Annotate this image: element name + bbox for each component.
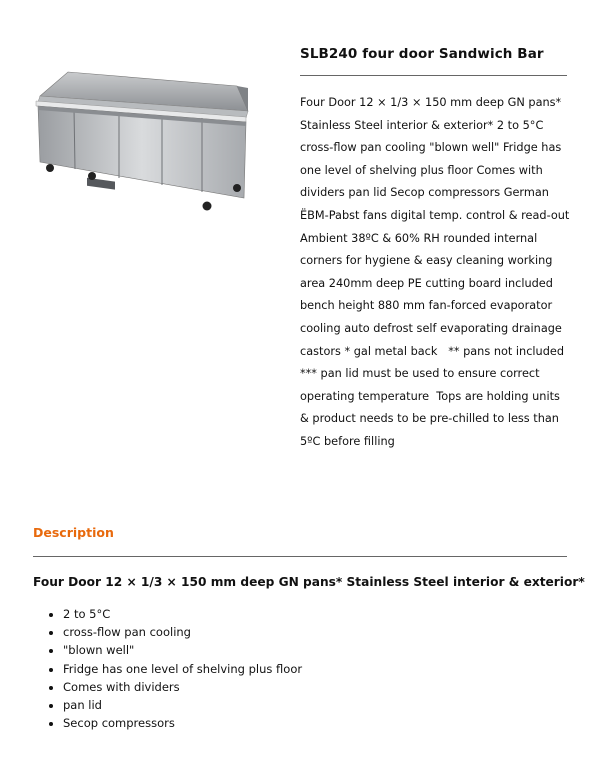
feature-list (33, 605, 302, 732)
list-item: • pan lid (63, 696, 302, 714)
product-image (32, 66, 252, 216)
product-title: SLB240 four door Sandwich Bar (300, 46, 544, 62)
list-item: • Comes with dividers (63, 678, 302, 696)
list-item: • "blown well" (63, 641, 302, 659)
description-divider (33, 556, 567, 557)
list-item: • Secop compressors (63, 714, 302, 732)
description-subheading: Four Door 12 × 1/3 × 150 mm deep GN pans* Stainless Steel interior & exterior* (33, 575, 585, 589)
list-item: • 2 to 5°C (63, 605, 302, 623)
product-summary: Four Door 12 × 1/3 × 150 mm deep GN pans* Stainless Steel interior & exterior* 2 to 5°C cross-flow pan cooling "blown well" Fridge has one level of shelving plus floor Comes with dividers pan lid Secop compressors German ËBM-Pabst fans digital temp. control & read-out Ambient 38ºC & 60% RH rounded internal corners for hygiene & easy cleaning working area 240mm deep PE cutting board included bench height 880 mm fan-forced evaporator cooling auto defrost self evaporating drainage castors * gal metal back ** pans not included *** pan lid must be used to ensure correct operating temperature Tops are holding units & product needs to be pre-chilled to less than 5ºC before filling (300, 96, 575, 448)
title-divider (300, 75, 567, 76)
list-item: • Fridge has one level of shelving plus floor (63, 660, 302, 678)
description-heading: Description (33, 525, 114, 540)
list-item: • cross-flow pan cooling (63, 623, 302, 641)
